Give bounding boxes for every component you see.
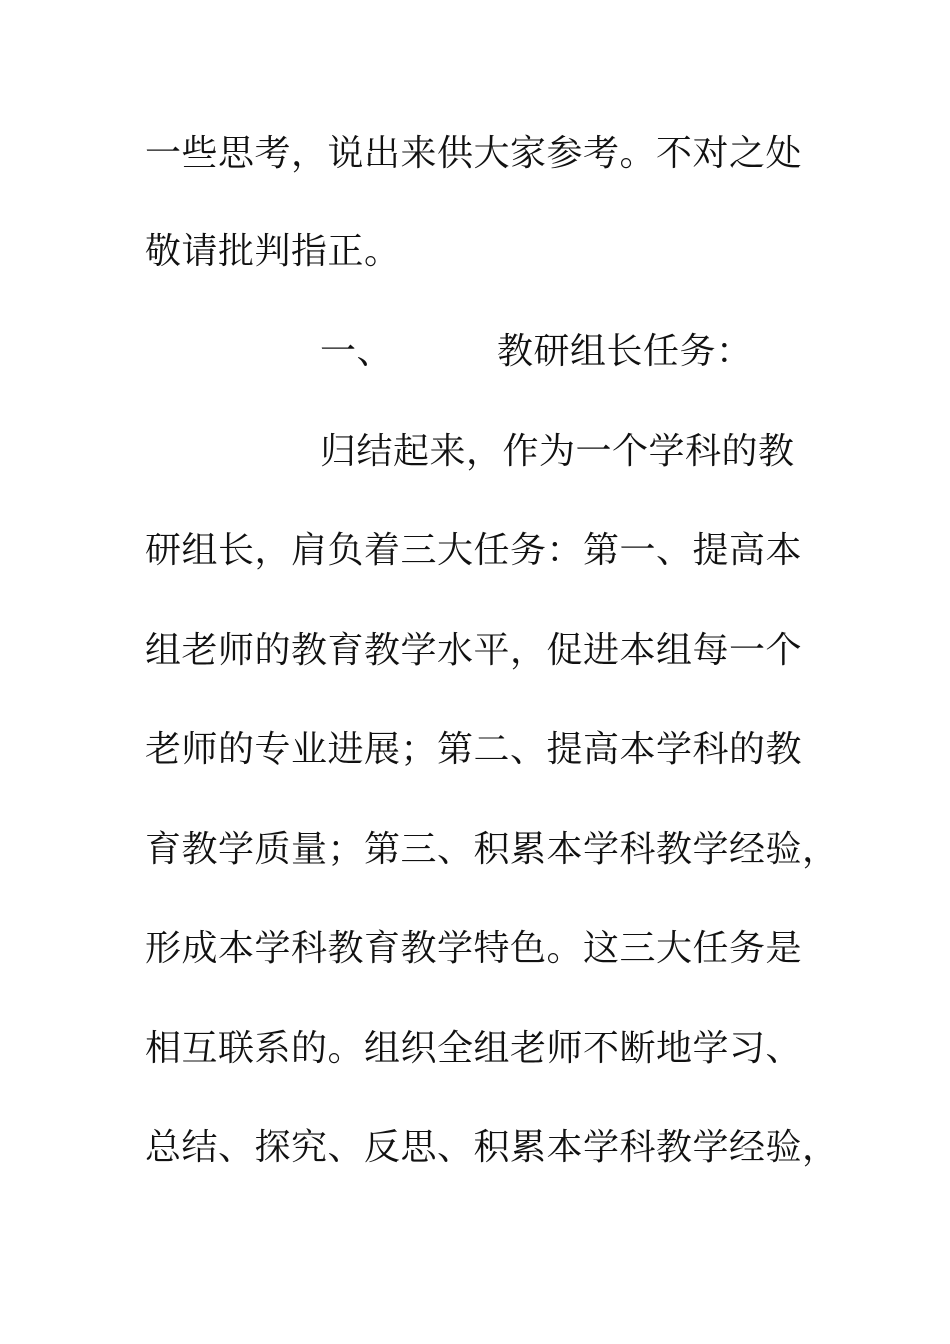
text-line-1: 一些思考，说出来供大家参考。不对之处 [145, 133, 803, 174]
text-line-9: 相互联系的。组织全组老师不断地学习、 [145, 1028, 803, 1069]
paragraph-first-line: 归结起来，作为一个学科的教 [320, 431, 795, 472]
section-number: 一、 [320, 331, 394, 372]
text-line-2: 敬请批判指正。 [145, 231, 401, 272]
text-line-4: 研组长，肩负着三大任务：第一、提高本 [145, 530, 803, 571]
text-line-10: 总结、探究、反思、积累本学科教学经验， [145, 1127, 839, 1168]
text-line-7: 育教学质量；第三、积累本学科教学经验， [145, 829, 839, 870]
text-line-5: 组老师的教育教学水平，促进本组每一个 [145, 630, 803, 671]
text-line-6: 老师的专业进展；第二、提高本学科的教 [145, 729, 803, 770]
text-line-8: 形成本学科教育教学特色。这三大任务是 [145, 928, 803, 969]
section-heading: 教研组长任务： [497, 331, 753, 372]
